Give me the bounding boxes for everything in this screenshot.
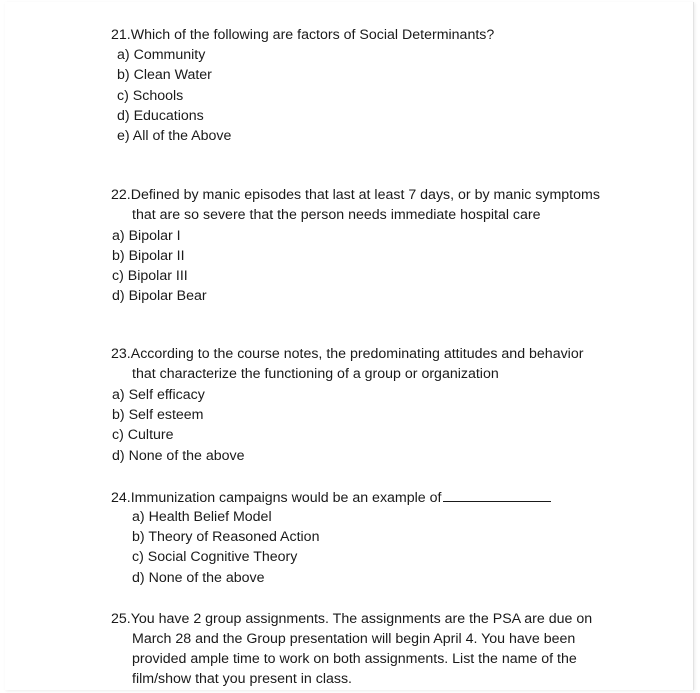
question-25-stem-line-3: provided ample time to work on both assignments. List the name of the: [132, 651, 577, 667]
question-22-stem-line-1: 22.Defined by manic episodes that last at least 7 days, or by manic symptoms: [111, 187, 600, 203]
question-25-stem-line-4: film/show that you present in class.: [132, 671, 353, 687]
answer-blank-line: [443, 487, 551, 502]
question-22-option-c: c) Bipolar III: [112, 268, 188, 284]
question-23-option-b: b) Self esteem: [112, 407, 204, 423]
question-23-option-d: d) None of the above: [112, 448, 245, 464]
question-24-stem: 24.Immunization campaigns would be an example of: [111, 487, 551, 508]
question-21-stem: 21.Which of the following are factors of Social Determinants?: [111, 27, 495, 43]
question-24-option-b: b) Theory of Reasoned Action: [132, 529, 320, 545]
question-23-option-a: a) Self efficacy: [112, 387, 205, 403]
question-21-option-d: d) Educations: [117, 108, 204, 124]
question-23-stem-line-2: that characterize the functioning of a group or organization: [132, 366, 499, 382]
question-21-option-b: b) Clean Water: [117, 67, 212, 83]
question-25-stem-line-2: March 28 and the Group presentation will begin April 4. You have been: [132, 631, 576, 647]
question-21-option-a: a) Community: [117, 47, 206, 63]
question-22-option-d: d) Bipolar Bear: [112, 288, 207, 304]
question-21-option-e: e) All of the Above: [117, 128, 232, 144]
question-22-option-a: a) Bipolar I: [112, 228, 181, 244]
question-24-option-d: d) None of the above: [132, 570, 265, 586]
question-24-option-a: a) Health Belief Model: [132, 509, 272, 525]
question-22-stem-line-2: that are so severe that the person needs immediate hospital care: [132, 207, 541, 223]
question-23-option-c: c) Culture: [112, 427, 174, 443]
question-24-option-c: c) Social Cognitive Theory: [132, 549, 298, 565]
question-23-stem-line-1: 23.According to the course notes, the predominating attitudes and behavior: [111, 346, 584, 362]
question-25-stem-line-1: 25.You have 2 group assignments. The assignments are the PSA are due on: [111, 611, 593, 627]
question-22-option-b: b) Bipolar II: [112, 248, 185, 264]
question-21-option-c: c) Schools: [117, 88, 184, 104]
